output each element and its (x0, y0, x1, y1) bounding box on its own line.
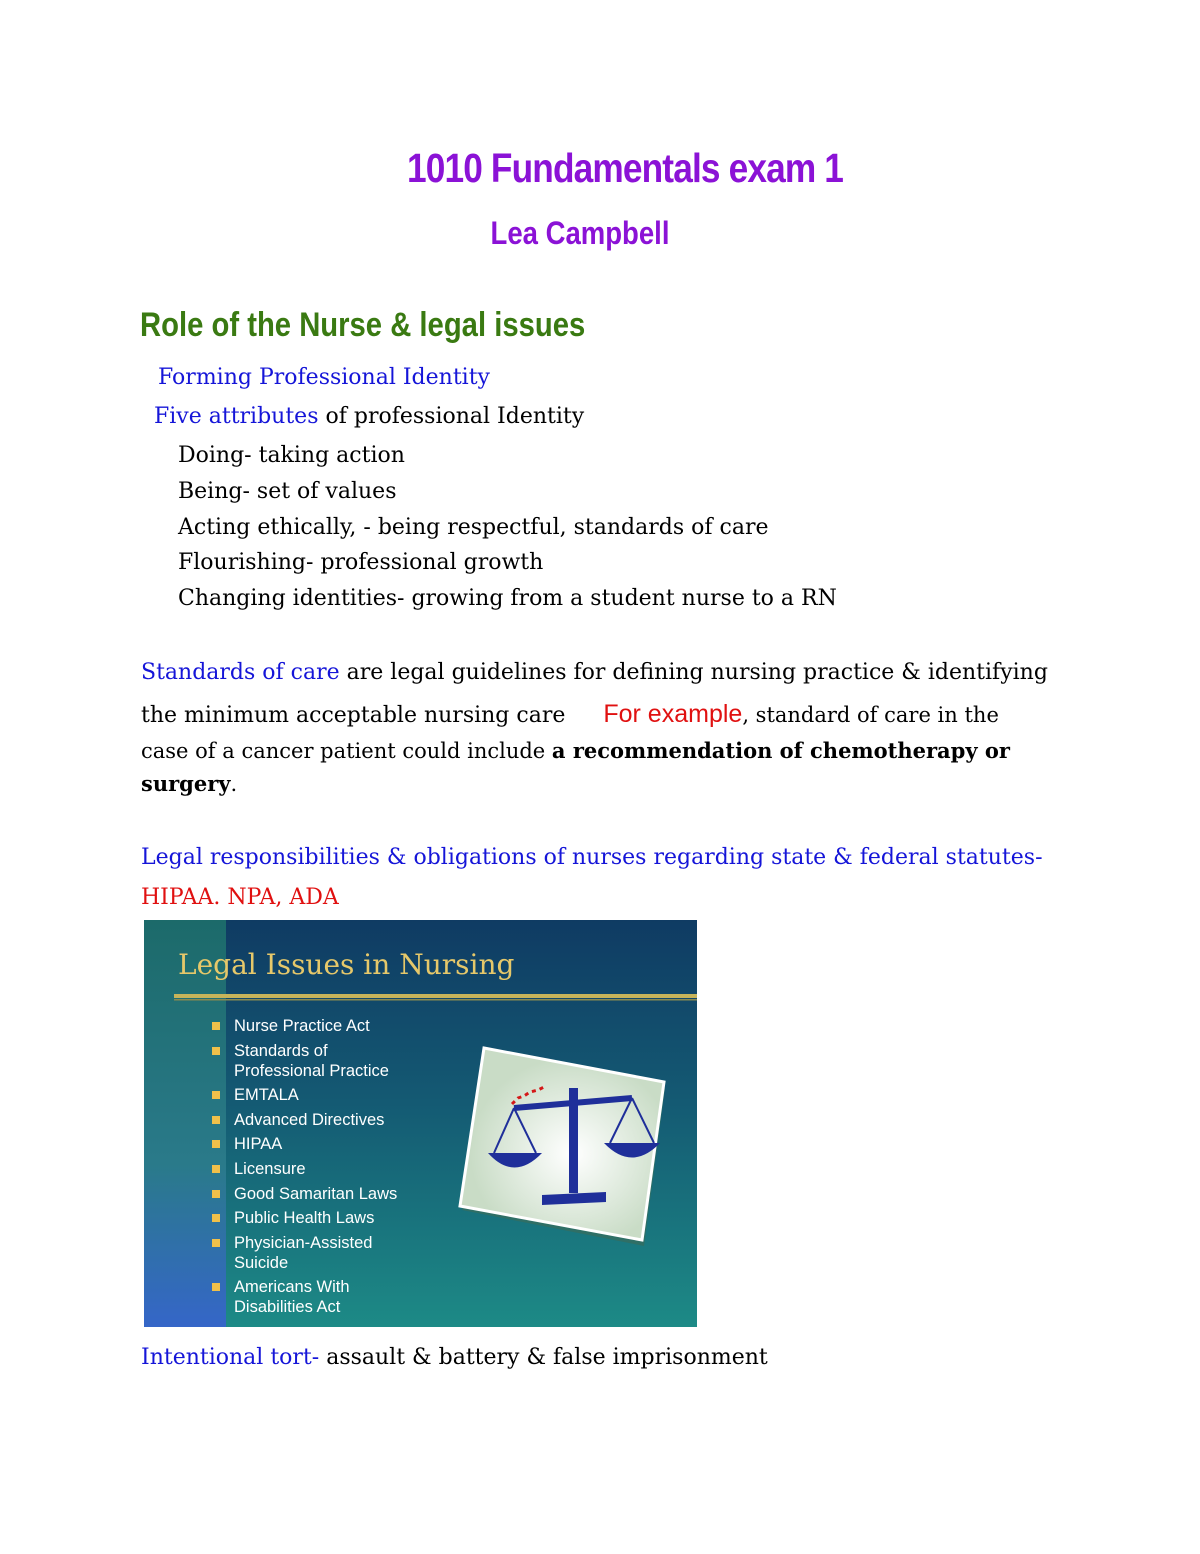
slide-list-item (210, 1159, 397, 1179)
slide-item-text: Nurse Practice Act (234, 1017, 370, 1035)
bullet-icon (212, 1190, 220, 1198)
standards-line-2-rest: , standard of care in the (742, 703, 999, 727)
slide-list-item (210, 1041, 397, 1061)
document-title: 1010 Fundamentals exam 1 (406, 145, 843, 191)
bullet-icon (212, 1116, 220, 1124)
slide-list-item (210, 1016, 397, 1036)
slide-list-item (210, 1085, 397, 1105)
bullet-icon (212, 1140, 220, 1148)
attribute-item: Flourishing- professional growth (178, 550, 544, 575)
five-attributes-rest: of professional Identity (318, 404, 585, 429)
standards-line-3-text: case of a cancer patient could include (141, 739, 552, 763)
standards-line-3-bold: a recommendation of chemotherapy or (551, 738, 1010, 763)
attribute-item: Doing- taking action (178, 443, 405, 468)
slide-item-text: Public Health Laws (234, 1209, 375, 1228)
slide-item-text: Standards of (234, 1041, 328, 1060)
slide-title: Legal Issues in Nursing (178, 948, 515, 981)
slide-item-text: HIPAA (234, 1135, 283, 1154)
attribute-item: Acting ethically, - being respectful, standards of care (178, 515, 769, 540)
forming-identity-heading: Forming Professional Identity (158, 365, 490, 390)
slide-list-item (210, 1208, 397, 1228)
standards-line-2-text: the minimum acceptable nursing care (141, 703, 566, 728)
slide-item-text: Disabilities Act (234, 1298, 341, 1317)
slide-list-item (210, 1134, 397, 1154)
slide-list-item (210, 1233, 397, 1253)
bullet-icon (212, 1214, 220, 1222)
standards-line-4-bold: surgery (141, 771, 231, 796)
bullet-icon (212, 1283, 220, 1291)
slide-list-item-continued (210, 1253, 397, 1273)
attribute-item: Changing identities- growing from a student nurse to a RN (178, 586, 837, 611)
standards-line-3 (141, 736, 1010, 766)
slide-item-text: Professional Practice (234, 1061, 389, 1080)
slide-item-text: Licensure (234, 1159, 306, 1178)
legal-issues-slide-image (144, 920, 697, 1327)
slide-list-item (210, 1184, 397, 1204)
standards-line-4-end: . (230, 772, 238, 796)
standards-of-care-term: Standards of care (141, 660, 340, 685)
bullet-icon (212, 1022, 220, 1030)
intentional-tort-rest: assault & battery & false imprisonment (319, 1345, 768, 1370)
slide-bullet-list (210, 1016, 397, 1322)
slide-item-text: EMTALA (234, 1086, 299, 1105)
five-attributes-line (154, 402, 584, 432)
intentional-tort-line (141, 1343, 768, 1373)
slide-item-text: Suicide (234, 1253, 289, 1272)
standards-line-1-text: are legal guidelines for defining nursing practice & identifying (339, 660, 1048, 685)
section-heading: Role of the Nurse & legal issues (140, 306, 586, 344)
statutes-line: HIPAA. NPA, ADA (141, 885, 339, 910)
bullet-icon (212, 1239, 220, 1247)
intentional-tort-term: Intentional tort- (141, 1345, 320, 1370)
slide-list-item (210, 1277, 397, 1297)
slide-list-item (210, 1110, 397, 1130)
author-name: Lea Campbell (490, 215, 670, 251)
slide-item-text: Physician-Assisted (234, 1233, 373, 1252)
attribute-item: Being- set of values (178, 479, 397, 504)
bullet-icon (212, 1047, 220, 1055)
standards-line-1 (141, 658, 1048, 688)
slide-list-item-continued (210, 1297, 397, 1317)
slide-item-text: Americans With (234, 1278, 350, 1297)
slide-list-item-continued (210, 1061, 397, 1081)
bullet-icon (212, 1091, 220, 1099)
legal-responsibilities-line: Legal responsibilities & obligations of nurses regarding state & federal statutes- (141, 845, 1043, 870)
slide-item-text: Good Samaritan Laws (234, 1184, 398, 1203)
standards-line-2 (141, 699, 999, 731)
standards-line-4 (141, 769, 237, 799)
for-example-label: For example (603, 700, 743, 728)
slide-item-text: Advanced Directives (234, 1110, 385, 1129)
bullet-icon (212, 1165, 220, 1173)
five-attributes-lead: Five attributes (154, 404, 319, 429)
